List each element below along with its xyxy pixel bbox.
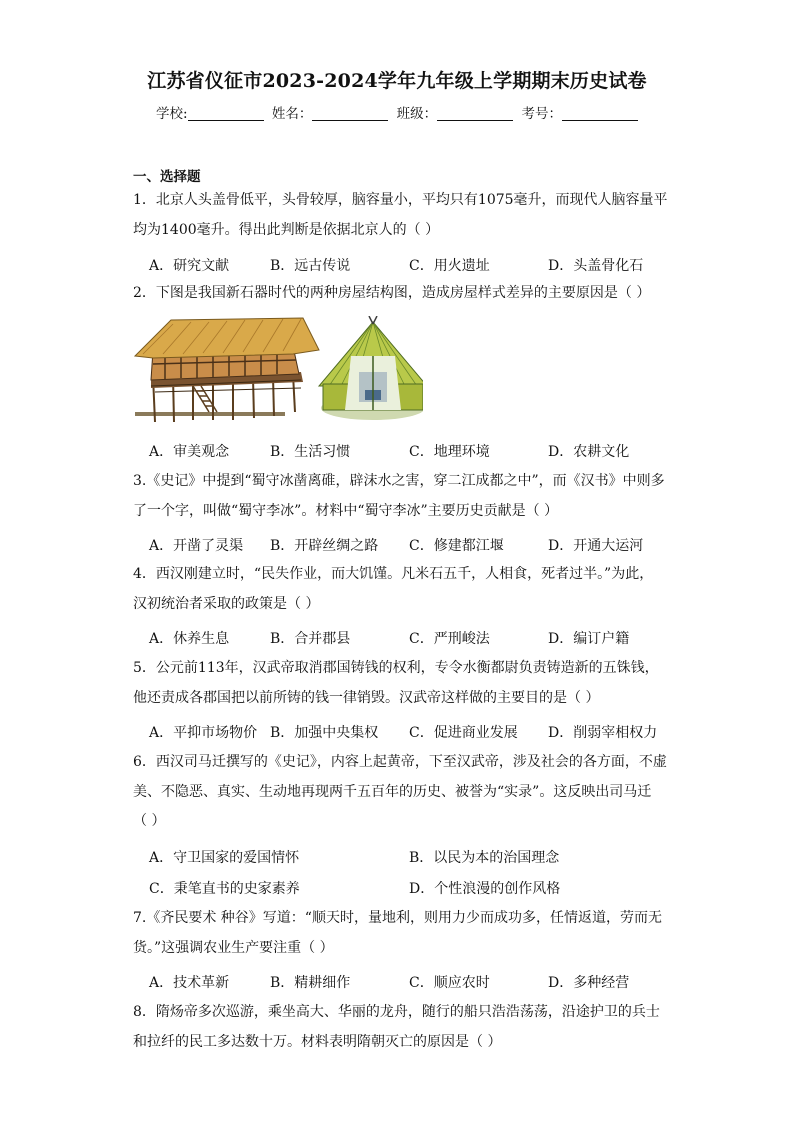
option-b[interactable]: B．远古传说 <box>270 258 351 274</box>
question-7-options <box>149 972 669 996</box>
option-b[interactable]: B．生活习惯 <box>270 444 351 460</box>
round-hut-image <box>319 316 423 420</box>
option-d[interactable]: D．农耕文化 <box>548 444 630 460</box>
question-line: 美、不隐恶、真实、生动地再现两千五百年的历史、被誉为“实录”。这反映出司马迁 <box>133 783 652 800</box>
exam-number-blank[interactable] <box>562 106 638 121</box>
question-4 <box>133 560 673 619</box>
exam-number-label: 考号： <box>521 106 562 122</box>
option-d[interactable]: D．多种经营 <box>548 975 630 991</box>
question-1-options <box>149 255 669 279</box>
option-a[interactable]: A．守卫国家的爱国情怀 <box>149 850 300 866</box>
question-6-options-row2 <box>149 878 669 902</box>
option-a[interactable]: A．研究文献 <box>149 258 230 274</box>
option-a[interactable]: A．平抑市场物价 <box>149 725 258 741</box>
question-line: 均为1400毫升。得出此判断是依据北京人的（ ） <box>133 221 440 238</box>
question-line: 他还责成各郡国把以前所铸的钱一律销毁。汉武帝这样做的主要目的是（ ） <box>133 689 600 706</box>
question-line: 3.《史记》中提到“蜀守冰凿离碓，辟沫水之害，穿二江成都之中”，而《汉书》中则多 <box>133 473 665 489</box>
school-label: 学校: <box>156 106 188 122</box>
option-a[interactable]: A．技术革新 <box>149 975 230 991</box>
question-line: 了一个字，叫做“蜀守李冰”。材料中“蜀守李冰”主要历史贡献是（ ） <box>133 502 559 519</box>
class-label: 班级： <box>396 106 438 122</box>
option-b[interactable]: B．精耕细作 <box>270 975 351 991</box>
question-line: 货。”这强调农业生产要注重（ ） <box>133 939 334 956</box>
question-line: 6．西汉司马迁撰写的《史记》，内容上起黄帝，下至汉武帝，涉及社会的各方面，不虚 <box>133 754 667 770</box>
question-4-options <box>149 628 669 652</box>
option-d[interactable]: D．削弱宰相权力 <box>548 725 658 741</box>
question-line: 汉初统治者采取的政策是（ ） <box>133 595 320 612</box>
question-6 <box>133 748 673 837</box>
question-5 <box>133 654 673 713</box>
question-2-options <box>149 441 669 465</box>
name-blank[interactable] <box>312 106 388 121</box>
option-c[interactable]: C．促进商业发展 <box>409 725 518 741</box>
question-3-options <box>149 535 669 559</box>
question-line: 5．公元前113年，汉武帝取消郡国铸钱的权利，专令水衡都尉负责铸造新的五铢钱， <box>133 660 659 676</box>
option-d[interactable]: D．编订户籍 <box>548 631 630 647</box>
option-c[interactable]: C．修建都江堰 <box>409 538 504 554</box>
question-6-options-row1 <box>149 847 669 871</box>
question-2 <box>133 279 673 309</box>
option-c[interactable]: C．秉笔直书的史家素养 <box>149 881 300 897</box>
question-line: 1．北京人头盖骨低平，头骨较厚，脑容量小，平均只有1075毫升，而现代人脑容量平 <box>133 192 668 208</box>
class-blank[interactable] <box>437 106 513 121</box>
option-a[interactable]: A．休养生息 <box>149 631 230 647</box>
question-line: 2．下图是我国新石器时代的两种房屋结构图，造成房屋样式差异的主要原因是（ ） <box>133 285 651 301</box>
option-a[interactable]: A．开凿了灵渠 <box>149 538 244 554</box>
option-d[interactable]: D．开通大运河 <box>548 538 644 554</box>
question-line: 7.《齐民要术 种谷》写道：“顺天时，量地利，则用力少而成功多，任情返道，劳而无 <box>133 910 662 926</box>
house-illustrations <box>133 316 423 426</box>
option-c[interactable]: C．严刑峻法 <box>409 631 490 647</box>
section-title: 一、选择题 <box>133 169 201 185</box>
stilt-house-image <box>135 318 319 422</box>
option-b[interactable]: B．合并郡县 <box>270 631 351 647</box>
option-a[interactable]: A．审美观念 <box>149 444 230 460</box>
question-line: 和拉纤的民工多达数十万。材料表明隋朝灭亡的原因是（ ） <box>133 1033 502 1050</box>
option-d[interactable]: D．头盖骨化石 <box>548 258 644 274</box>
school-blank[interactable] <box>188 106 264 121</box>
house-structure-figure <box>133 316 423 426</box>
question-line: （ ） <box>133 813 166 829</box>
question-3 <box>133 467 673 526</box>
question-8 <box>133 998 673 1057</box>
question-line: 8．隋炀帝多次巡游，乘坐高大、华丽的龙舟，随行的船只浩浩荡荡，沿途护卫的兵士 <box>133 1004 660 1020</box>
option-b[interactable]: B．加强中央集权 <box>270 725 379 741</box>
option-c[interactable]: C．顺应农时 <box>409 975 490 991</box>
question-line: 4．西汉刚建立时，“民失作业，而大饥馑。凡米石五千，人相食，死者过半。”为此， <box>133 566 654 582</box>
exam-title: 江苏省仪征市2023-2024学年九年级上学期期末历史试卷 <box>147 70 647 92</box>
question-1 <box>133 186 673 245</box>
name-label: 姓名： <box>271 106 313 122</box>
option-c[interactable]: C．用火遗址 <box>409 258 490 274</box>
option-b[interactable]: B．开辟丝绸之路 <box>270 538 379 554</box>
question-5-options <box>149 722 669 746</box>
option-b[interactable]: B．以民为本的治国理念 <box>409 850 560 866</box>
question-7 <box>133 904 673 963</box>
student-info-line <box>0 102 794 122</box>
option-c[interactable]: C．地理环境 <box>409 444 490 460</box>
option-d[interactable]: D．个性浪漫的创作风格 <box>409 881 561 897</box>
